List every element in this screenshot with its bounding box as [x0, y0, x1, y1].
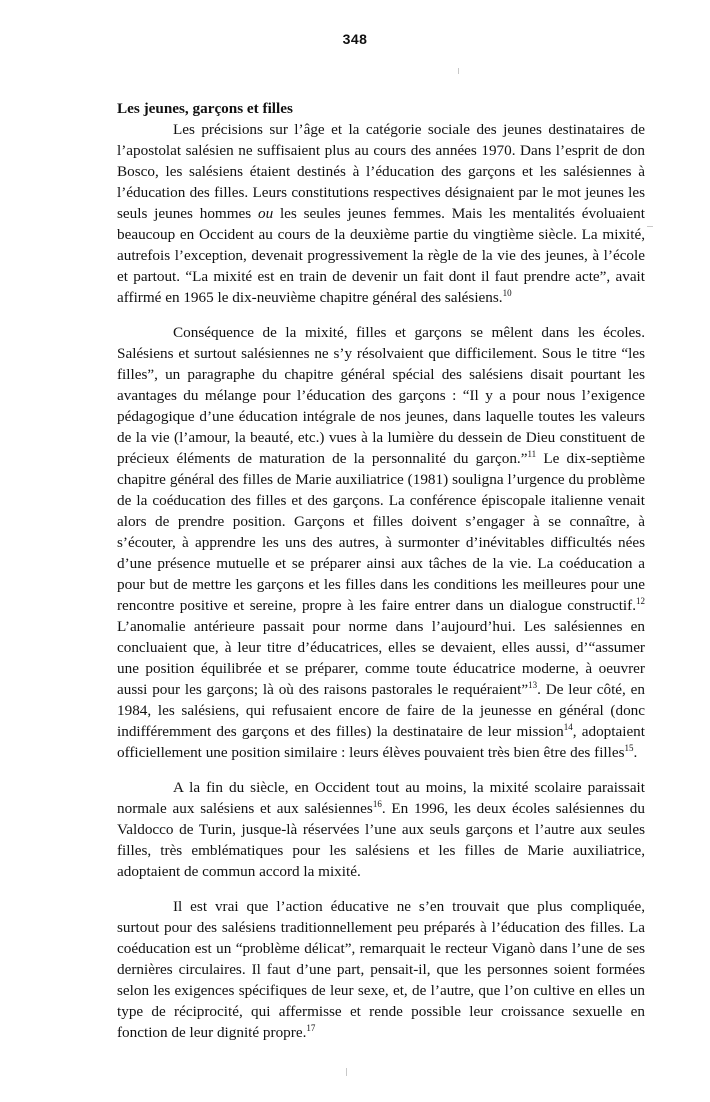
- footnote-ref: 11: [527, 448, 537, 459]
- footnote-ref: 13: [528, 679, 538, 690]
- text-run: . De leur côté, en 1984, les salésiens, qui refusaient encore de faire de la jeunesse en général (donc indifféremment des garçons et des filles) la destinataire de leur mission: [117, 681, 645, 740]
- text-run: L’anomalie antérieure passait pour norme dans l’aujourd’hui. Les salésiennes en concluaient que, à leur titre d’éducatrices, elles se devaient, elles aussi, d’“assumer une position équilibrée et se préparer, comme toute éducatrice moderne, à oeuvrer aussi pour les garçons; là où des raisons pastorales le requéraient”: [117, 618, 645, 698]
- text-run: , adoptaient officiellement une position similaire : leurs élèves pouvaient très bien être des filles: [117, 723, 645, 761]
- paragraphs: [117, 119, 645, 1043]
- emphasis-text: ou: [257, 205, 274, 222]
- section-title: Les jeunes, garçons et filles: [117, 100, 293, 117]
- footnote-ref: 17: [306, 1022, 316, 1033]
- paragraph: [117, 896, 645, 1043]
- scan-mark: [458, 68, 459, 74]
- text-run: les seules jeunes femmes. Mais les mentalités évoluaient beaucoup en Occident au cours de la deuxième partie du vingtième siècle. La mixité, autrefois l’exception, devenait progressivement la règle de la vie des jeunes, à l’école et partout. “La mixité est en train de devenir un fait dont il faut prendre acte”, avait affirmé en 1965 le dix-neuvième chapitre général des salésiens.: [117, 205, 645, 306]
- page-body: [117, 98, 645, 1057]
- text-run: Le dix-septième chapitre général des filles de Marie auxiliatrice (1981) souligna l’urgence du problème de la coéducation des filles et des garçons. La conférence épiscopale italienne venait alors de prendre position. Garçons et filles doivent s’engager à se connaître, à s’écouter, à apprendre les uns des autres, à surmonter d’inévitables difficultés nées d’une présence mutuelle et se préparer ainsi aux tâches de la vie. La coéducation a pour but de mettre les garçons et les filles dans les conditions les meilleures pour une rencontre positive et sereine, propre à les faire entrer dans un dialogue constructif.: [117, 450, 645, 614]
- footnote-ref: 14: [563, 721, 573, 732]
- text-run: . En 1996, les deux écoles salésiennes du Valdocco de Turin, jusque-là réservées l’une aux seuls garçons et l’autre aux seules filles, très emblématiques pour les salésiens et les filles de Marie auxiliatrice, adoptaient de commun accord la mixité.: [117, 800, 645, 880]
- scan-mark: [647, 226, 653, 227]
- text-run: Les précisions sur l’âge et la catégorie sociale des jeunes destinataires de l’apostolat salésien ne suffisaient plus au cours des années 1970. Dans l’esprit de don Bosco, les salésiens étaient destinés à l’éducation des garçons et les salésiennes à l’éducation des filles. Leurs constitutions respectives désignaient par le mot jeunes les seuls jeunes hommes: [117, 121, 645, 222]
- scan-mark: [346, 1068, 347, 1076]
- footnote-ref: 12: [636, 595, 645, 606]
- page-number: 348: [342, 31, 368, 47]
- text-run: .: [633, 744, 638, 761]
- text-run: Conséquence de la mixité, filles et garçons se mêlent dans les écoles. Salésiens et surtout salésiennes ne s’y résolvaient que difficilement. Sous le titre “les filles”, un paragraphe du chapitre général spécial des salésiens disait pourtant les avantages du mélange pour l’éducation des garçons : “Il y a pour nous l’exigence pédagogique d’une éducation intégrale de nos jeunes, dans laquelle toutes les valeurs de la vie (l’amour, la beauté, etc.) vues à la lumière du dessein de Dieu constituent de précieux éléments de maturation de la personnalité du garçon.”: [117, 324, 645, 467]
- paragraph: [117, 119, 645, 308]
- text-run: Il est vrai que l’action éducative ne s’en trouvait que plus compliquée, surtout pour des salésiens traditionnellement peu préparés à l’éducation des filles. La coéducation est un “problème délicat”, remarquait le recteur Viganò dans l’une de ses dernières circulaires. Il faut d’une part, pensait-il, que les personnes soient formées selon les exigences spécifiques de leur sexe, et, de l’autre, que l’on cultive en elles un type de réciprocité, qui affermisse et rende possible leur croissance sexuelle en fonction de leur dignité propre.: [117, 898, 645, 1041]
- paragraph: [117, 777, 645, 882]
- text-run: A la fin du siècle, en Occident tout au moins, la mixité scolaire paraissait normale aux salésiens et aux salésiennes: [117, 779, 645, 817]
- footnote-ref: 15: [624, 742, 634, 753]
- paragraph: [117, 322, 645, 763]
- footnote-ref: 16: [372, 798, 382, 809]
- footnote-ref: 10: [502, 287, 512, 298]
